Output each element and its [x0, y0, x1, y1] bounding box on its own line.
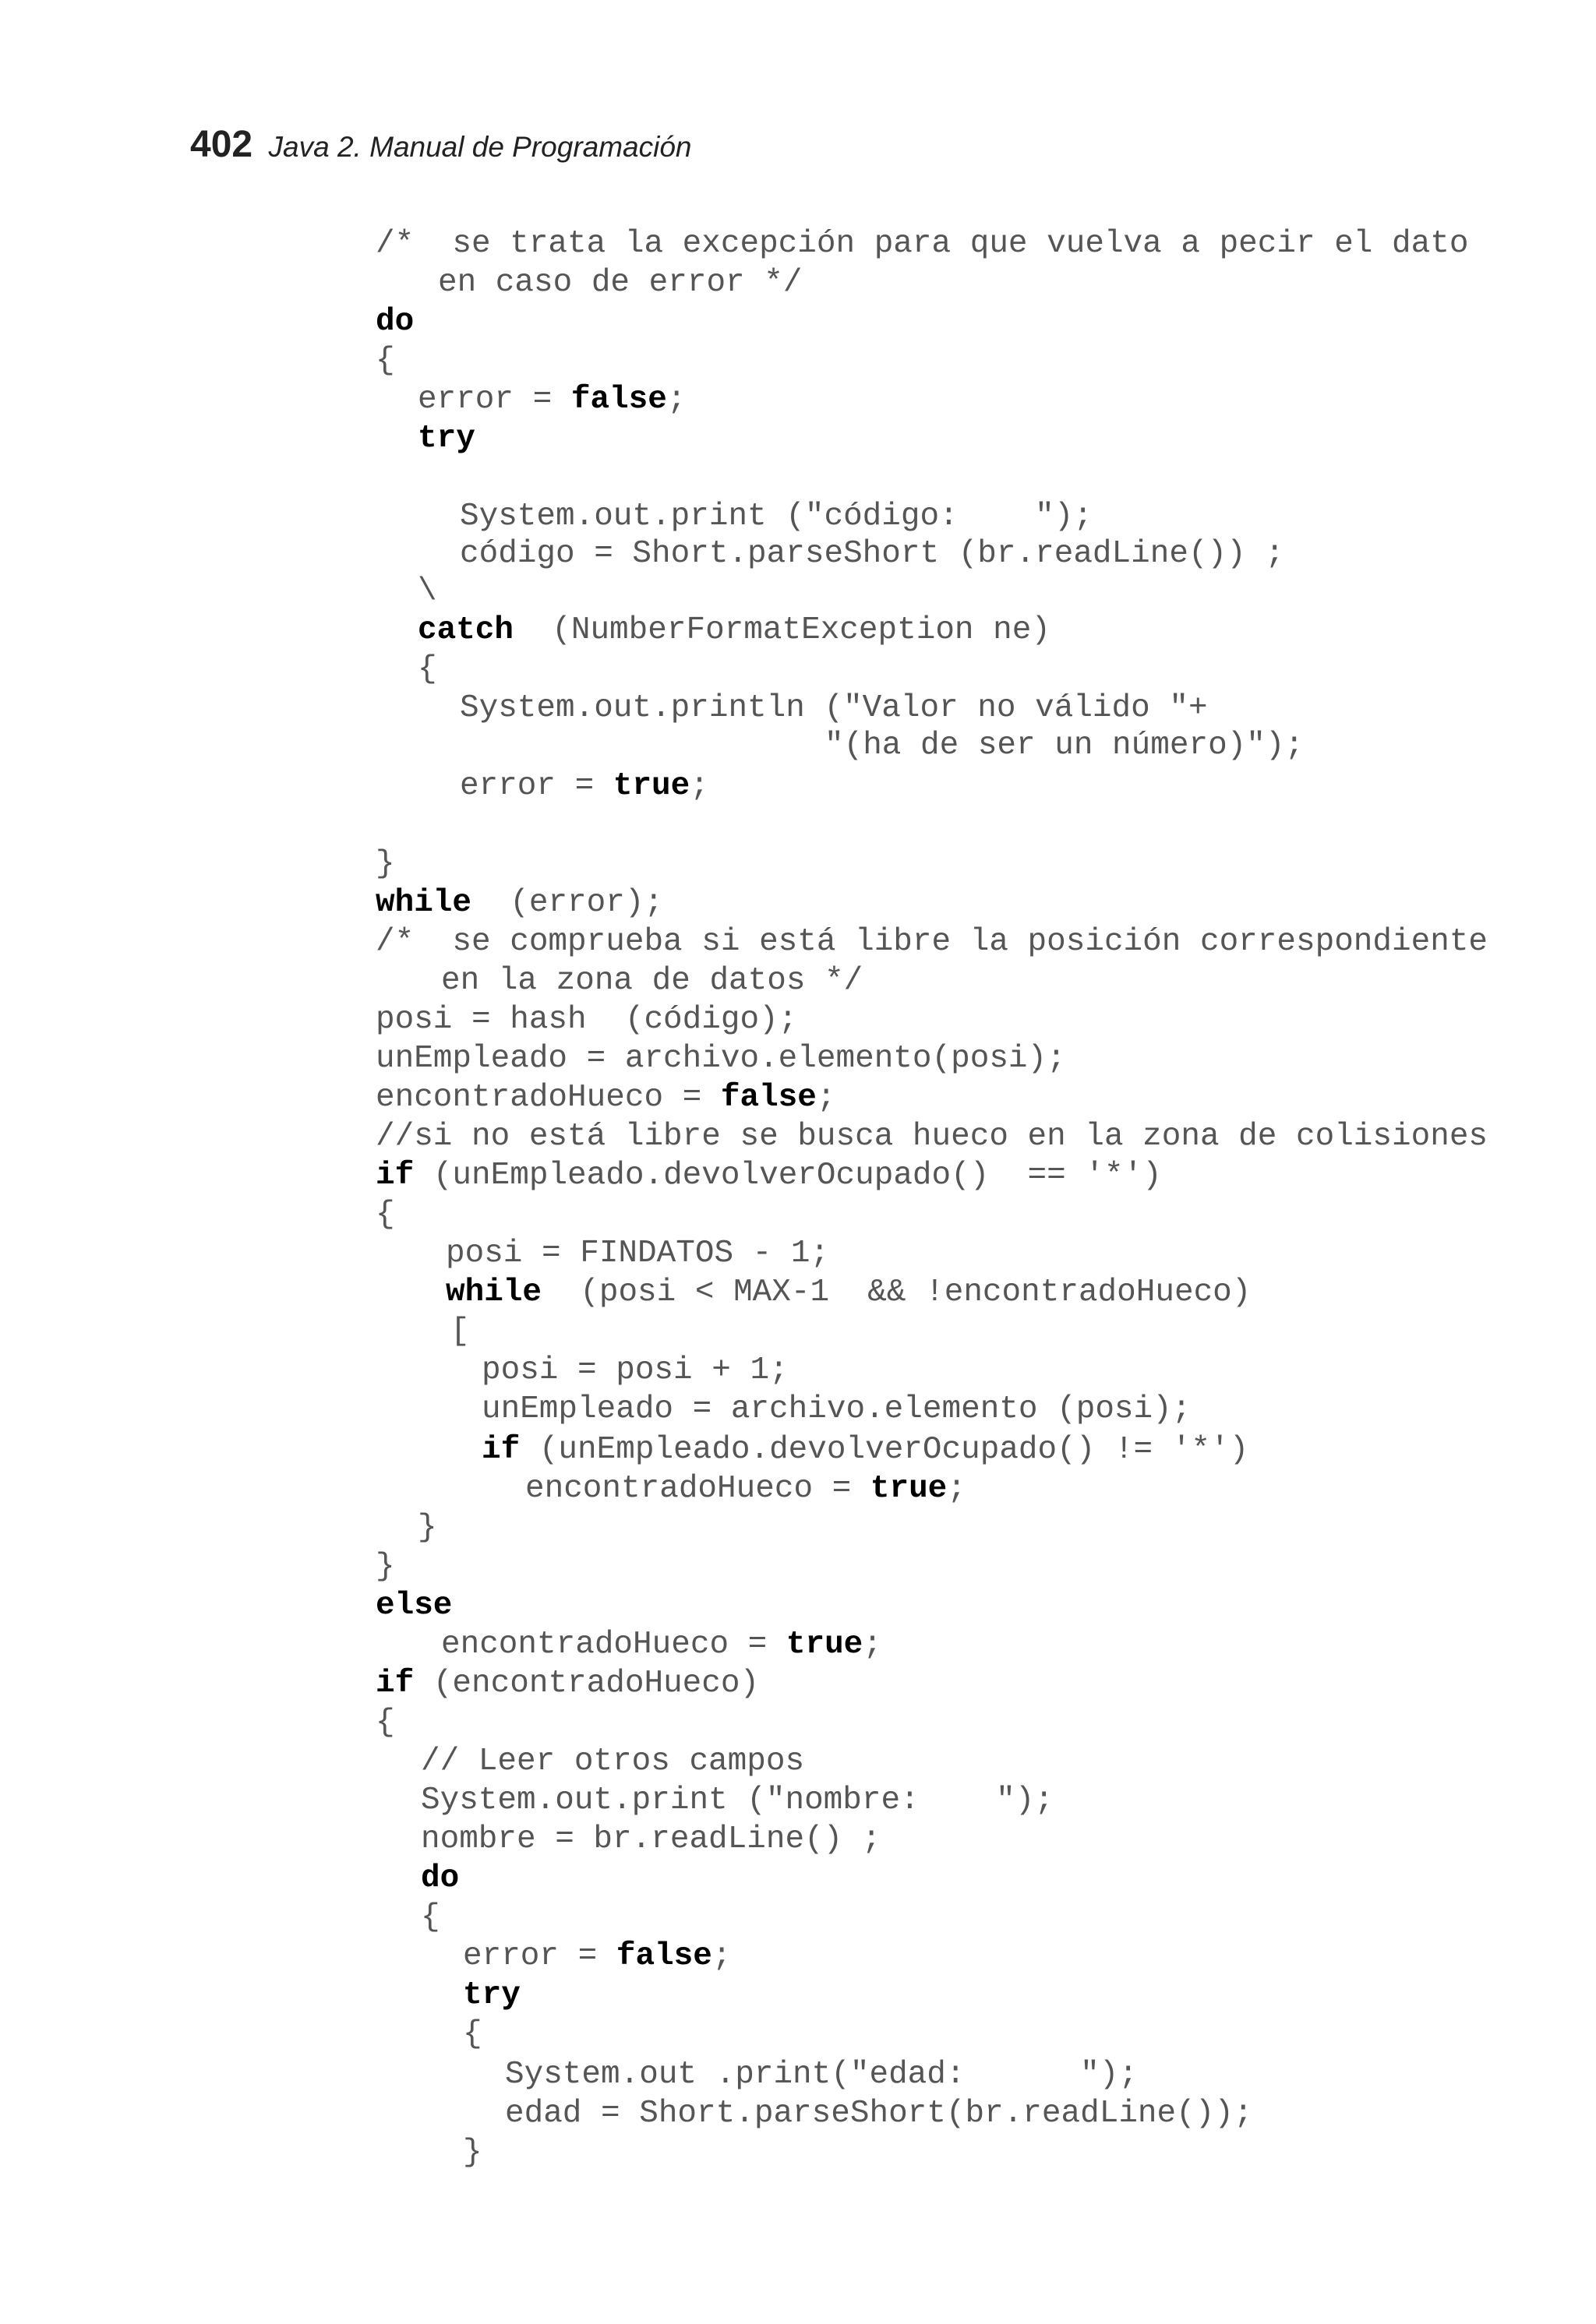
code-line [482, 1351, 789, 1390]
code-text: (NumberFormatException ne) [514, 612, 1050, 648]
code-text: error = [463, 1938, 616, 1974]
code-text: error = [418, 382, 571, 418]
code-line [460, 497, 1093, 536]
code-text: unEmpleado = archivo.elemento(posi); [376, 1041, 1066, 1077]
code-keyword: else [376, 1588, 453, 1624]
code-text: código = Short.parseShort (br.readLine()) ; [460, 536, 1284, 572]
code-line [418, 572, 437, 611]
code-keyword: false [616, 1938, 712, 1974]
code-text: ; [711, 1938, 732, 1974]
code-text: System.out.print ("nombre: "); [421, 1783, 1054, 1818]
code-line [376, 1039, 1066, 1078]
code-line [376, 1000, 797, 1039]
code-text: edad = Short.parseShort(br.readLine()); [505, 2096, 1253, 2132]
code-keyword: try [463, 1977, 521, 2013]
code-keyword: true [870, 1471, 948, 1507]
code-line [438, 263, 802, 302]
code-line [525, 1469, 966, 1508]
code-keyword: if [376, 1158, 415, 1194]
code-line [376, 1195, 395, 1234]
code-line [376, 845, 395, 883]
code-text: \ [418, 573, 437, 609]
code-text: { [376, 1705, 395, 1740]
code-text: } [376, 846, 395, 882]
code-text: ; [666, 382, 687, 418]
code-text: unEmpleado = archivo.elemento (posi); [482, 1391, 1192, 1427]
code-line [376, 1156, 1162, 1195]
code-line [421, 1898, 440, 1937]
code-text: } [418, 1510, 437, 1546]
code-text: (encontradoHueco) [414, 1666, 760, 1702]
code-keyword: true [786, 1627, 863, 1663]
code-line [441, 961, 863, 1000]
code-text: posi = posi + 1; [482, 1352, 789, 1388]
code-text: ; [863, 1627, 882, 1663]
code-line [376, 1664, 759, 1703]
code-line [482, 1390, 1191, 1429]
code-text: /* se trata la excepción para que vuelva a pecir el dato [376, 226, 1469, 262]
code-line [421, 1859, 459, 1898]
code-line [441, 1625, 882, 1664]
code-text: } [376, 1549, 395, 1585]
code-keyword: do [376, 304, 415, 340]
code-line [463, 1976, 521, 2015]
code-line [505, 2055, 1138, 2094]
code-text: posi = hash (código); [376, 1002, 798, 1038]
code-line [463, 2133, 482, 2172]
code-text: ; [690, 768, 709, 804]
code-line [482, 1430, 1248, 1469]
code-keyword: try [418, 421, 475, 457]
code-line [376, 1078, 836, 1117]
code-keyword: if [482, 1432, 521, 1468]
code-text: "(ha de ser un número)"); [824, 728, 1305, 763]
code-line [418, 650, 437, 689]
code-text: // Leer otros campos [421, 1744, 805, 1779]
code-line [376, 1547, 395, 1586]
code-text: encontradoHueco = [376, 1080, 721, 1116]
code-line [376, 1703, 395, 1742]
code-line [450, 1312, 470, 1351]
code-line [376, 1117, 1488, 1156]
code-line [376, 883, 663, 922]
code-line [824, 726, 1304, 765]
code-line [446, 1234, 829, 1273]
code-line [418, 380, 686, 419]
code-text: { [376, 343, 395, 379]
code-text: System.out .print("edad: "); [505, 2057, 1138, 2093]
code-text: (unEmpleado.devolverOcupado() == '*') [414, 1158, 1162, 1194]
book-title: Java 2. Manual de Programación [268, 131, 692, 163]
code-keyword: do [421, 1860, 460, 1896]
code-line [418, 611, 1050, 650]
code-line [418, 419, 475, 458]
code-keyword: false [720, 1080, 817, 1116]
code-text: System.out.print ("código: "); [460, 499, 1093, 534]
code-text: /* se comprueba si está libre la posición correspondiente [376, 924, 1488, 960]
code-text: //si no está libre se busca hueco en la zona de colisiones [376, 1119, 1488, 1155]
code-text: (posi < MAX-1 && !encontradoHueco) [542, 1275, 1252, 1310]
code-line [376, 1586, 452, 1625]
code-line [460, 534, 1284, 573]
code-text: { [376, 1197, 395, 1233]
code-text: ; [816, 1080, 836, 1116]
code-line [376, 302, 414, 341]
code-line [463, 2015, 482, 2054]
code-text: en caso de error */ [438, 265, 803, 301]
code-line [376, 224, 1468, 263]
page-number: 402 [190, 124, 253, 165]
code-line [421, 1781, 1054, 1820]
code-line [460, 767, 709, 806]
code-text: error = [460, 768, 613, 804]
code-line [446, 1273, 1251, 1312]
code-keyword: while [376, 885, 472, 921]
code-line [418, 1508, 437, 1547]
code-line [463, 1937, 731, 1976]
code-text: } [463, 2135, 482, 2171]
code-keyword: false [570, 382, 667, 418]
code-text: [ [450, 1314, 470, 1349]
code-text: posi = FINDATOS - 1; [446, 1236, 830, 1271]
code-text: { [418, 651, 437, 687]
code-text: { [421, 1899, 440, 1935]
code-text: nombre = br.readLine() ; [421, 1821, 881, 1857]
code-line [505, 2094, 1253, 2133]
code-text: { [463, 2016, 482, 2052]
code-text: ; [947, 1471, 966, 1507]
code-line [376, 341, 395, 380]
code-text: (unEmpleado.devolverOcupado() != '*') [520, 1432, 1249, 1468]
code-keyword: true [613, 768, 690, 804]
code-text: System.out.println ("Valor no válido "+ [460, 690, 1208, 726]
code-keyword: if [376, 1666, 415, 1702]
code-line [376, 922, 1488, 961]
code-text: en la zona de datos */ [441, 963, 863, 999]
code-line [421, 1820, 881, 1859]
code-keyword: while [446, 1275, 542, 1310]
code-text: encontradoHueco = [525, 1471, 870, 1507]
code-text: encontradoHueco = [441, 1627, 786, 1663]
code-text: (error); [471, 885, 664, 921]
code-keyword: catch [418, 612, 514, 648]
code-line [460, 689, 1208, 728]
code-line [421, 1742, 804, 1781]
